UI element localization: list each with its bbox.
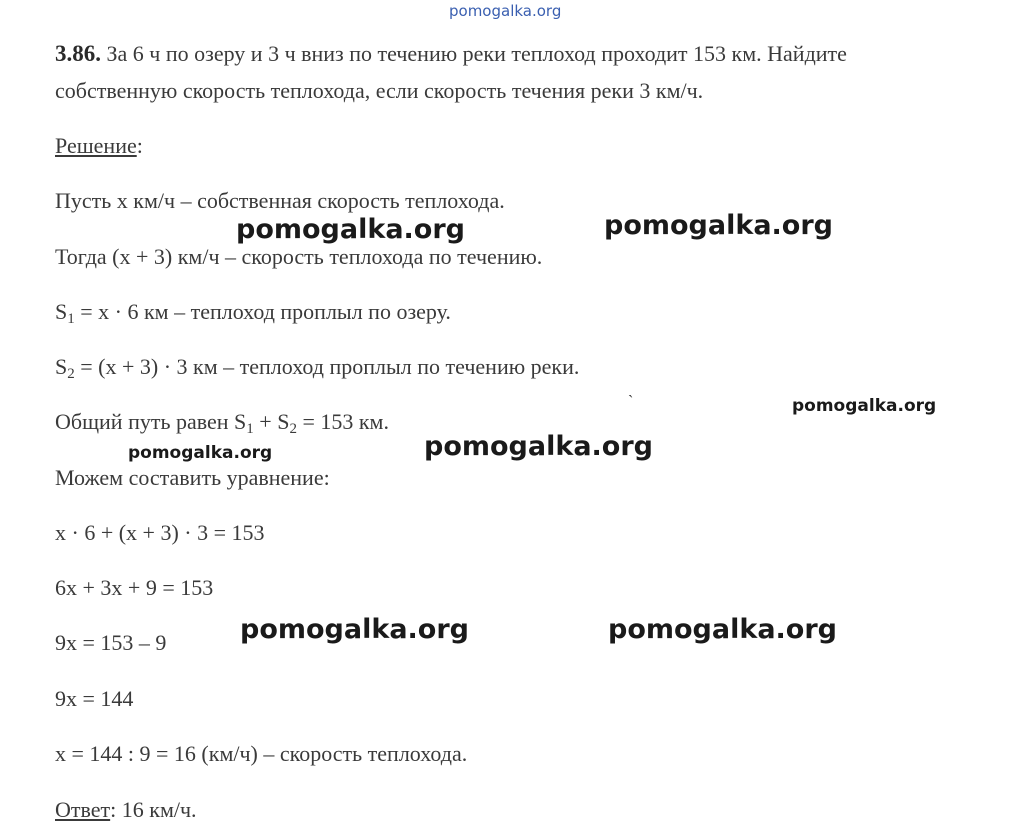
s1-text: = x · 6 км – теплоход проплыл по озеру. (74, 299, 451, 324)
equation-line: 9x = 144 (55, 686, 134, 711)
s2-subscript: 2 (67, 366, 75, 382)
scan-speck: ` (628, 393, 634, 410)
solution-total (55, 411, 389, 437)
problem-text: За 6 ч по озеру и 3 ч вниз по течению реки теплоход проходит 153 км. Найдите (101, 41, 847, 66)
s1-subscript: 1 (67, 311, 75, 327)
solution-heading-colon: : (136, 133, 143, 158)
total-sub1: 1 (246, 421, 254, 437)
equation-intro: Можем составить уравнение: (55, 465, 330, 490)
watermark-top: pomogalka.org (449, 2, 562, 20)
watermark: pomogalka.org (424, 431, 653, 462)
watermark: pomogalka.org (240, 614, 469, 645)
watermark: pomogalka.org (236, 214, 465, 245)
solution-let: Пусть x км/ч – собственная скорость теплохода. (55, 188, 505, 213)
equation-line: 6x + 3x + 9 = 153 (55, 575, 214, 600)
solution-s1 (55, 301, 451, 327)
equation-line: 9x = 153 – 9 (55, 630, 167, 655)
s2-label: S (55, 354, 68, 379)
solution-then: Тогда (x + 3) км/ч – скорость теплохода по течению. (55, 244, 543, 269)
total-text-b: + S (253, 409, 290, 434)
watermark: pomogalka.org (792, 396, 937, 416)
problem-statement-line1 (55, 42, 847, 65)
total-sub2: 2 (289, 421, 297, 437)
s2-text: = (x + 3) · 3 км – теплоход проплыл по течению реки. (74, 354, 580, 379)
solution-heading (55, 135, 143, 157)
s1-label: S (55, 299, 68, 324)
watermark: pomogalka.org (128, 443, 273, 463)
total-text-c: = 153 км. (296, 409, 389, 434)
answer-text: : 16 км/ч. (110, 797, 197, 822)
equation-line: x = 144 : 9 = 16 (км/ч) – скорость теплохода. (55, 741, 468, 766)
answer-label: Ответ (55, 797, 111, 822)
problem-statement-line2: собственную скорость теплохода, если скорость течения реки 3 км/ч. (55, 78, 704, 103)
problem-number: 3.86. (55, 41, 101, 66)
answer (55, 799, 197, 821)
watermark: pomogalka.org (604, 210, 833, 241)
total-text-a: Общий путь равен S (55, 409, 247, 434)
solution-heading-text: Решение (55, 133, 137, 158)
equation-line: x · 6 + (x + 3) · 3 = 153 (55, 520, 265, 545)
watermark: pomogalka.org (608, 614, 837, 645)
solution-s2 (55, 356, 579, 382)
